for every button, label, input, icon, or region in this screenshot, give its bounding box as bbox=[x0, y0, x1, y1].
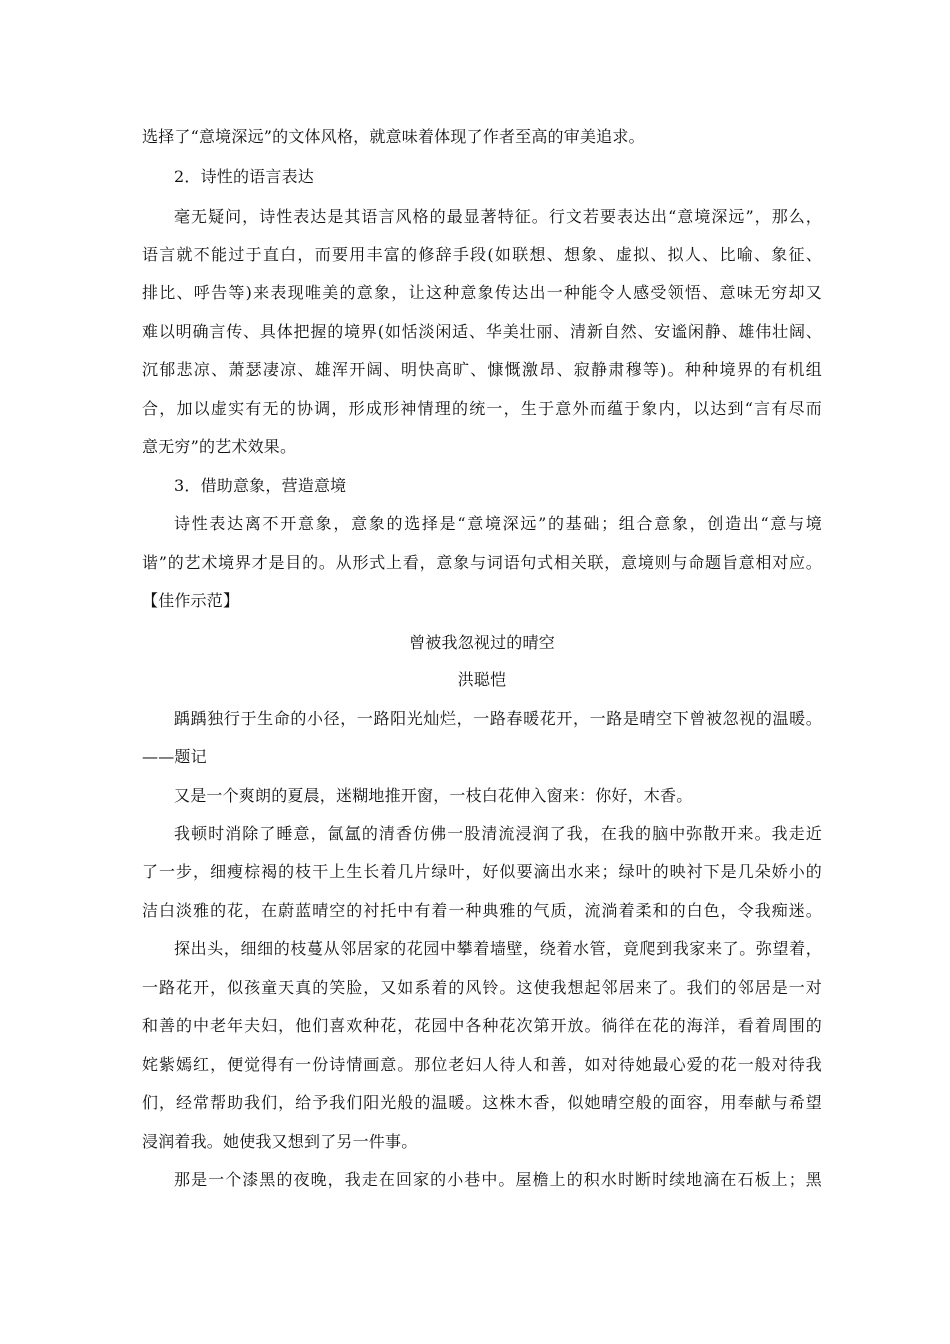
paragraph-line: 那是一个漆黑的夜晚，我走在回家的小巷中。屋檐上的积水时断时续地滴在石板上；黑 bbox=[174, 1170, 822, 1189]
essay-title: 曾被我忽视过的晴空 bbox=[409, 633, 555, 652]
paragraph-line: 姹紫嫣红，便觉得有一份诗情画意。那位老妇人待人和善，如对待她最心爱的花一般对待我 bbox=[142, 1055, 822, 1074]
paragraph-line: 意无穷”的艺术效果。 bbox=[142, 437, 297, 456]
epigraph-attribution: ——题记 bbox=[142, 747, 207, 766]
paragraph-line: 谐”的艺术境界才是目的。从形式上看，意象与词语句式相关联，意境则与命题旨意相对应。 bbox=[142, 553, 822, 572]
paragraph-line: 了一步，细瘦棕褐的枝干上生长着几片绿叶，好似要滴出水来；绿叶的映衬下是几朵娇小的 bbox=[142, 862, 822, 881]
paragraph-line: 难以明确言传、具体把握的境界(如恬淡闲适、华美壮丽、清新自然、安谧闲静、雄伟壮阔、 bbox=[142, 322, 822, 341]
essay-author: 洪聪恺 bbox=[457, 670, 507, 689]
paragraph-line: 合，加以虚实有无的协调，形成形神情理的统一，生于意外而蕴于象内，以达到“言有尽而 bbox=[142, 399, 822, 418]
paragraph-line: 排比、呼告等)来表现唯美的意象，让这种意象传达出一种能令人感受领悟、意味无穷却又 bbox=[142, 283, 822, 302]
paragraph-line: 洁白淡雅的花，在蔚蓝晴空的衬托中有着一种典雅的气质，流淌着柔和的白色，令我痴迷。 bbox=[142, 901, 822, 920]
paragraph-line: 毫无疑问，诗性表达是其语言风格的最显著特征。行文若要表达出“意境深远”，那么， bbox=[174, 207, 822, 226]
paragraph-line: 又是一个爽朗的夏晨，迷糊地推开窗，一枝白花伸入窗来：你好，木香。 bbox=[174, 786, 693, 805]
paragraph-line: 我顿时消除了睡意，氤氲的清香仿佛一股清流浸润了我，在我的脑中弥散开来。我走近 bbox=[174, 824, 822, 843]
paragraph-line: 探出头，细细的枝蔓从邻居家的花园中攀着墙壁，绕着水管，竟爬到我家来了。弥望着， bbox=[174, 939, 822, 958]
paragraph-line: 们，经常帮助我们，给予我们阳光般的温暖。这株木香，似她晴空般的面容，用奉献与希望 bbox=[142, 1093, 822, 1112]
section-label: 【佳作示范】 bbox=[142, 591, 240, 610]
paragraph-line: 和善的中老年夫妇，他们喜欢种花，花园中各种花次第开放。徜徉在花的海洋，看着周围的 bbox=[142, 1016, 822, 1035]
paragraph-line: 语言就不能过于直白，而要用丰富的修辞手段(如联想、想象、虚拟、拟人、比喻、象征、 bbox=[142, 245, 822, 264]
paragraph-line: 选择了“意境深远”的文体风格，就意味着体现了作者至高的审美追求。 bbox=[142, 127, 645, 146]
paragraph-line: 一路花开，似孩童天真的笑脸，又如系着的风铃。这使我想起邻居来了。我们的邻居是一对 bbox=[142, 978, 822, 997]
section-heading: 3．借助意象，营造意境 bbox=[174, 476, 347, 495]
epigraph-line: 踽踽独行于生命的小径，一路阳光灿烂，一路春暖花开，一路是晴空下曾被忽视的温暖。 bbox=[174, 709, 822, 728]
paragraph-line: 沉郁悲凉、萧瑟凄凉、雄浑开阔、明快高旷、慷慨激昂、寂静肃穆等)。种种境界的有机组 bbox=[142, 360, 822, 379]
paragraph-line: 诗性表达离不开意象，意象的选择是“意境深远”的基础；组合意象，创造出“意与境 bbox=[174, 514, 822, 533]
section-heading: 2．诗性的语言表达 bbox=[174, 167, 314, 186]
paragraph-line: 浸润着我。她使我又想到了另一件事。 bbox=[142, 1132, 418, 1151]
